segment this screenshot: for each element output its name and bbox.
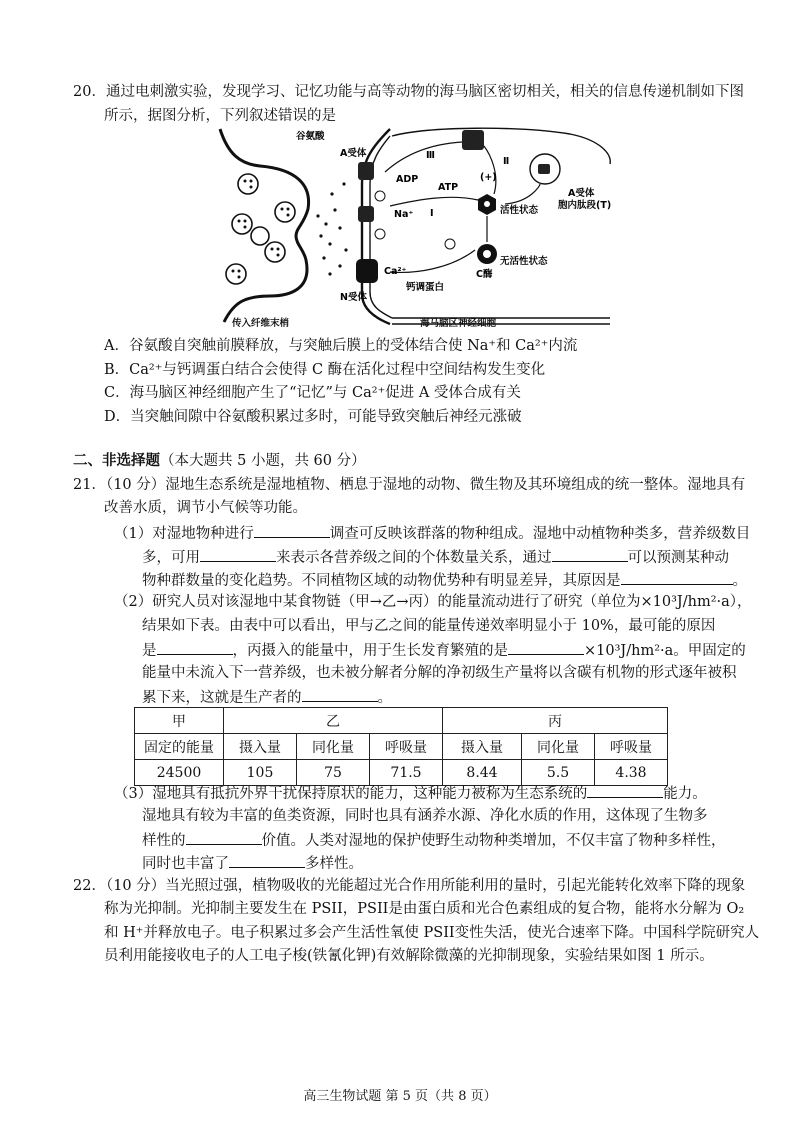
q22-line1: 22．（10 分）当光照过强，植物吸收的光能超过光合作用所能利用的量时，引起光能转化效率下降的现象 <box>73 878 746 894</box>
q22-line3: 和 H⁺并释放电子。电子积累过多会产生活性氧使 PSII变性失活，使光合速率下降。中国科学院研究人 <box>104 925 760 941</box>
fig-ca-label: Ca²⁺ <box>384 266 407 277</box>
answer-blank[interactable] <box>229 852 305 868</box>
answer-blank[interactable] <box>186 829 262 845</box>
table-cell: 71.5 <box>370 760 443 786</box>
table-header-cell: 同化量 <box>522 734 595 760</box>
page-footer: 高三生物试题 第 5 页（共 8 页） <box>303 1089 497 1104</box>
fig-calmodulin-label: 钙调蛋白 <box>406 282 445 293</box>
q20-option-b: B．Ca²⁺与钙调蛋白结合会使得 C 酶在活化过程中空间结构发生变化 <box>104 362 546 378</box>
n-receptor <box>356 259 378 283</box>
table-cell: 75 <box>297 760 370 786</box>
section2-note: （本大题共 5 小题，共 60 分） <box>160 453 366 469</box>
table-header-cell: 呼吸量 <box>370 734 443 760</box>
answer-blank[interactable] <box>254 522 330 538</box>
answer-blank[interactable] <box>552 546 628 562</box>
q21-p2-line3: 是 ，丙摄入的能量中，用于生长发育繁殖的是 ×10³J/hm²·a。甲固定的 <box>142 639 746 661</box>
energy-table <box>134 707 668 786</box>
q21-p2-line5: 累下来，这就是生产者的 。 <box>142 686 392 708</box>
answer-blank[interactable] <box>302 686 378 702</box>
q21-p3-line3: 样性的 价值。人类对湿地的保护使野生动物种类增加，不仅丰富了物种多样性， <box>142 829 726 851</box>
q20-option-c: C．海马脑区神经细胞产生了“记忆”与 Ca²⁺促进 A 受体合成有关 <box>104 385 521 401</box>
q20-stem-line2: 所示，据图分析，下列叙述错误的是 <box>104 108 336 124</box>
fig-atp: ATP <box>438 182 459 193</box>
group-bing: 丙 <box>443 708 668 734</box>
q22-line4: 员利用能接收电子的人工电子梭(铁氰化钾)有效解除微藻的光抑制现象，实验结果如图 1 所示。 <box>104 948 714 964</box>
fig-plus: (+) <box>480 172 497 183</box>
section2-heading <box>73 451 366 471</box>
fig-glutamate-label: 谷氨酸 <box>296 131 325 142</box>
table-header-cell: 同化量 <box>297 734 370 760</box>
fig-roman3: Ⅲ <box>426 150 435 161</box>
answer-blank[interactable] <box>587 782 663 798</box>
table-header-row <box>135 734 668 760</box>
group-jia: 甲 <box>135 708 224 734</box>
q21-p3-line1: （3）湿地具有抵抗外界干扰保持原状的能力，这种能力被称为生态系统的 能力。 <box>114 782 707 804</box>
fig-a-receptor-cyto1: A受体 <box>568 188 595 199</box>
membrane-receptor-top <box>462 130 484 150</box>
q20-stem-line1: 20．通过电刺激实验，发现学习、记忆功能与高等动物的海马脑区密切相关，相关的信息传递机制如下图 <box>73 84 744 100</box>
fig-caption-left: 传入纤维末梢 <box>232 318 290 329</box>
fig-caption-right: 海马脑区神经细胞 <box>420 318 497 329</box>
table-header-cell: 摄入量 <box>224 734 297 760</box>
q21-p2-line1: （2）研究人员对该湿地中某食物链（甲→乙→丙）的能量流动进行了研究（单位为×10³J/hm²·a）， <box>114 594 752 610</box>
q21-p3-line2: 湿地具有较为丰富的鱼类资源，同时也具有涵养水源、净化水质的作用，这体现了生物多 <box>142 808 708 824</box>
table-cell: 8.44 <box>443 760 522 786</box>
na-channel <box>358 206 374 222</box>
fig-a-receptor-label: A受体 <box>340 148 367 159</box>
q21-intro-line2: 改善水质，调节小气候等功能。 <box>104 500 307 516</box>
fig-a-receptor-cyto2: 胞内肽段(T) <box>558 200 612 211</box>
q21-number: 21． <box>73 477 106 493</box>
glutamate-dots <box>316 182 347 275</box>
q22-line2: 称为光抑制。光抑制主要发生在 PSII，PSII是由蛋白质和光合色素组成的复合物，能将水分解为 O₂ <box>104 901 745 917</box>
q20-option-d: D．当突触间隙中谷氨酸积累过多时，可能导致突触后神经元涨破 <box>104 409 522 425</box>
table-header-cell: 固定的能量 <box>135 734 224 760</box>
table-header-cell: 呼吸量 <box>595 734 668 760</box>
table-cell: 4.38 <box>595 760 668 786</box>
fig-na-label: Na⁺ <box>394 209 414 220</box>
fig-active-label: 活性状态 <box>500 205 539 216</box>
answer-blank[interactable] <box>157 639 233 655</box>
q22-number: 22． <box>73 878 106 894</box>
fig-inactive-label: 无活性状态 <box>500 256 548 267</box>
a-receptor <box>358 162 374 180</box>
q21-p2-line2: 结果如下表。由表中可以看出，甲与乙之间的能量传递效率明显小于 10%，最可能的原因 <box>142 618 716 634</box>
answer-blank[interactable] <box>508 639 584 655</box>
q21-intro-line1: 21．（10 分）湿地生态系统是湿地植物、栖息于湿地的动物、微生物及其环境组成的统一整体。湿地具有 <box>73 477 746 493</box>
fig-adp: ADP <box>396 174 419 185</box>
table-group-row <box>135 708 668 734</box>
group-yi: 乙 <box>224 708 443 734</box>
fig-roman1: Ⅰ <box>430 208 434 219</box>
table-header-cell: 摄入量 <box>443 734 522 760</box>
q21-p1-line3: 物种群数量的变化趋势。不同植物区域的动物优势种有明显差异，其原因是 。 <box>142 569 747 591</box>
answer-blank[interactable] <box>621 569 733 585</box>
vesicles <box>226 174 295 284</box>
table-cell: 5.5 <box>522 760 595 786</box>
answer-blank[interactable] <box>200 546 276 562</box>
synapse-figure <box>200 124 620 334</box>
q20-number: 20． <box>73 84 106 100</box>
table-cell: 105 <box>224 760 297 786</box>
fig-c-enzyme-label: C酶 <box>476 269 493 280</box>
section2-title: 二、非选择题 <box>73 452 160 469</box>
table-cell: 24500 <box>135 760 224 786</box>
q21-p1-line2: 多，可用 来表示各营养级之间的个体数量关系，通过 可以预测某种动 <box>142 546 729 568</box>
q20-option-a: A．谷氨酸自突触前膜释放，与突触后膜上的受体结合使 Na⁺和 Ca²⁺内流 <box>104 338 578 354</box>
q21-p2-line4: 能量中未流入下一营养级，也未被分解者分解的净初级生产量将以含碳有机物的形式逐年被积 <box>142 665 737 681</box>
q21-p3-line4: 同时也丰富了 多样性。 <box>142 852 363 874</box>
fig-n-receptor-label: N受体 <box>340 292 367 303</box>
fig-roman2: Ⅱ <box>503 156 510 167</box>
q21-p1-line1: （1）对湿地物种进行 调查可反映该群落的物种组成。湿地中动植物种类多，营养级数目 <box>114 522 750 544</box>
